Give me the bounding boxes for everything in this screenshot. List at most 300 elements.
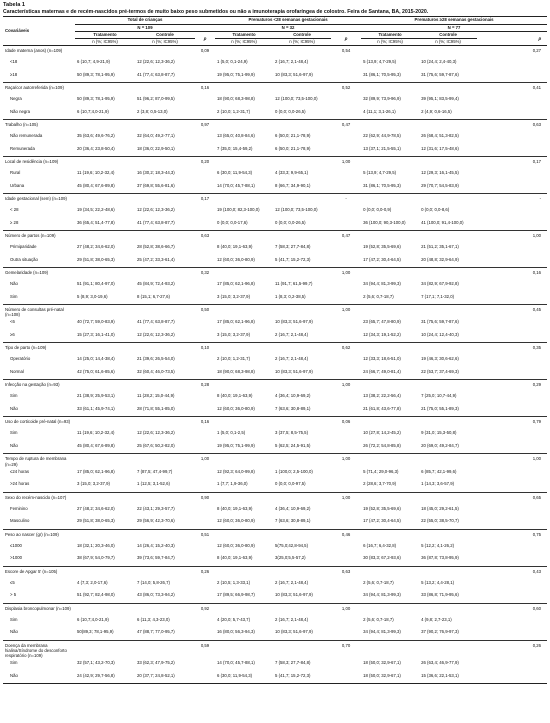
cell-treatment: 45 (80,4; 67,6-89,8): [77, 182, 115, 188]
cell-p: [195, 391, 215, 404]
cell-p: 0,46: [331, 529, 361, 541]
row-label: Negra: [10, 96, 22, 101]
cell-treatment: 19 (100,0; 82,3-100,0): [217, 207, 260, 212]
cell-empty: [215, 120, 273, 132]
cell-empty: [419, 231, 477, 243]
treatment-header: Tratamento: [215, 32, 273, 39]
category-row: [3, 46, 547, 58]
cell-p: 0,47: [331, 231, 361, 243]
cell-treatment: 2 (28,6; 3,7-70,9): [363, 481, 397, 487]
cell-empty: [215, 343, 273, 355]
table-row: [3, 181, 547, 194]
cell-p: [331, 57, 361, 70]
cell-empty: [419, 343, 477, 355]
row-label: Peso ao nascer (gr) (n=109): [3, 529, 75, 541]
table-row: [3, 391, 547, 404]
cell-treatment: 50 (89,3; 78,1-95,9): [77, 96, 115, 101]
cell-empty: [215, 231, 273, 243]
cell-empty: [215, 268, 273, 280]
cell-p: [195, 627, 215, 640]
cell-p: [195, 428, 215, 441]
cell-control: 25 (47,2; 33,3-61,4): [137, 256, 175, 262]
row-label: < 28: [10, 207, 19, 212]
cell-p: [195, 330, 215, 343]
cell-p: [195, 57, 215, 70]
table-row: [3, 107, 547, 120]
cell-p: -: [331, 194, 361, 206]
cell-treatment: 24 (42,9; 29,7-56,8): [75, 671, 135, 684]
cell-control: 12 (22,6; 12,3-36,2): [137, 331, 175, 337]
cell-empty: [419, 492, 477, 504]
cell-treatment: 42 (75,0; 61,6-85,6): [77, 368, 115, 374]
row-label: Outra situação: [10, 256, 38, 262]
cell-control: 29 (56,9; 42,3-70,6): [137, 518, 175, 524]
cell-empty: [361, 380, 419, 392]
cell-p: 0,17: [477, 157, 547, 169]
cell-treatment: 2 (10,5; 1,3-33,1): [217, 579, 250, 585]
cell-control: 18 (36,0; 22,9-50,1): [137, 145, 175, 151]
cell-p: [477, 467, 547, 480]
cell-treatment: 33 (61,1; 45,9-74,1): [77, 405, 115, 411]
cell-p: [477, 627, 547, 640]
cell-control: 6 (50,0; 21,1-78,9): [275, 145, 311, 151]
row-label: Normal: [10, 368, 24, 374]
cell-empty: [135, 454, 195, 467]
category-row: [3, 640, 547, 658]
cell-control: 5 (41,7; 15,2-72,3): [273, 671, 331, 684]
table-row: [3, 578, 547, 591]
cell-p: 0,28: [195, 380, 215, 392]
table-row: [3, 242, 547, 255]
cell-treatment: 31 (86,1; 70,5-95,3): [363, 182, 401, 188]
cell-control: 32 (64,0; 49,2-77,1): [137, 133, 175, 138]
cell-p: [331, 553, 361, 566]
cell-treatment: 1 (7,7; 1,9-36,0): [217, 481, 248, 487]
cell-p: 0,26: [195, 566, 215, 578]
p-value-header: p: [331, 32, 361, 46]
row-label: <18: [10, 59, 18, 64]
cell-p: [331, 168, 361, 181]
cell-empty: [361, 640, 419, 658]
cell-empty: [361, 83, 419, 95]
cell-control: 20 (37,7; 24,8-52,1): [135, 671, 195, 684]
cell-treatment: 4 (11,1; 3,1-26,1): [363, 108, 396, 114]
table-row: [3, 279, 547, 292]
row-label: ≤5: [10, 579, 15, 585]
cell-p: [477, 615, 547, 628]
cell-empty: [75, 83, 135, 95]
category-row: [3, 380, 547, 392]
cell-empty: [419, 305, 477, 318]
cell-control: 37 (90,2; 76,9-97,3): [421, 629, 459, 635]
cell-empty: [419, 380, 477, 392]
cell-p: [331, 367, 361, 380]
cell-treatment: 23 (65,7; 47,8-80,9): [363, 319, 401, 325]
cell-control: 7 (63,6; 30,8-89,1): [275, 405, 311, 411]
cell-control: 32 (60,4; 46,0-73,5): [137, 368, 175, 374]
cell-p: 0,59: [195, 640, 215, 658]
cell-control: 29 (70,7; 54,5-83,9): [421, 182, 459, 188]
cell-treatment: 27 (48,2; 34,6-62,0): [77, 244, 115, 249]
cell-p: [331, 107, 361, 120]
cell-control: 0 (0,0; 0,0-26,5): [275, 108, 306, 114]
cell-treatment: 14 (70,0; 45,7-88,1): [217, 182, 255, 188]
cell-control: 2 (16,7; 2,1-48,4): [275, 356, 308, 362]
cell-p: [477, 404, 547, 417]
cell-empty: [135, 492, 195, 504]
table-caption-description: Características maternas e de recém-nascidos pré-termos de muito baixo peso submetidos ou não a imunoterapia orofaríngea de colostro. Feira de Santana, BA, 2015-2020.: [3, 9, 429, 15]
cell-p: [331, 205, 361, 218]
cell-treatment: 38 (67,9; 54,0-79,7): [77, 555, 115, 561]
covariates-header: Covariáveis: [3, 17, 75, 46]
cell-treatment: 17 (47,2; 30,4-64,5): [363, 518, 401, 524]
cell-control: 31 (75,6; 59,7-87,6): [421, 319, 459, 325]
cell-treatment: 3 (15,0; 3,2-37,9): [217, 293, 250, 299]
cell-p: [477, 658, 547, 671]
cell-treatment: 2 (5,6; 0,7-18,7): [363, 616, 394, 622]
table-row: [3, 553, 547, 566]
category-row: [3, 529, 547, 541]
cell-empty: [215, 305, 273, 318]
cell-p: [477, 131, 547, 144]
cell-p: [195, 404, 215, 417]
table-row: [3, 504, 547, 517]
cell-p: [331, 658, 361, 671]
cell-p: 0,50: [195, 305, 215, 318]
cell-control: 14 (26,4; 15,2-40,3): [137, 542, 175, 548]
cell-control: 12 (31,6; 17,5-48,6): [421, 145, 459, 151]
cell-control: 28 (52,8; 38,6-66,7): [137, 244, 175, 249]
cell-p: [331, 255, 361, 268]
table-row: [3, 70, 547, 83]
cell-treatment: 27 (48,2; 34,6-62,0): [77, 505, 115, 511]
cell-empty: [75, 640, 135, 658]
cell-p: [477, 205, 547, 218]
cell-control: 43 (86,0; 73,3-94,2): [137, 592, 175, 598]
row-label: ≥ 28: [10, 219, 19, 225]
cell-control: 39 (95,1; 83,5-99,4): [421, 96, 459, 101]
cell-p: [477, 671, 547, 684]
cell-p: [477, 367, 547, 380]
cell-control: 22 (55,0; 38,5-70,7): [421, 518, 459, 524]
cell-p: 0,43: [477, 566, 547, 578]
cell-control: 1 (14,3; 3,6-57,9): [421, 481, 455, 487]
cell-empty: [419, 268, 477, 280]
cell-treatment: 8 (40,0; 19,1-63,9): [217, 393, 253, 399]
cell-p: 0,60: [477, 603, 547, 615]
cell-treatment: 11 (19,6; 10,2-32,4): [77, 430, 115, 436]
table-caption-title: Tabela 1: [3, 2, 25, 8]
cell-treatment: 13 (38,2; 22,2-56,4): [363, 393, 401, 399]
cell-p: 1,00: [331, 268, 361, 280]
cell-treatment: 1 (5,0; 0,1-24,9): [217, 59, 248, 64]
table-row: [3, 541, 547, 554]
cell-control: 10 (83,3; 51,6-97,9): [275, 71, 313, 77]
cell-control: 47 (88,7; 77,0-95,7): [137, 629, 175, 635]
cell-p: [195, 292, 215, 305]
cell-p: 0,26: [477, 640, 547, 658]
cell-control: 12 (22,6; 12,3-36,2): [137, 207, 175, 212]
table-row: [3, 330, 547, 343]
cell-p: [331, 615, 361, 628]
cell-p: [331, 94, 361, 107]
cell-control: 16 (30,2; 18,3-44,3): [137, 170, 175, 175]
cell-p: [331, 578, 361, 591]
stat-header: n (%; IC95%): [135, 39, 195, 46]
cell-empty: [419, 417, 477, 429]
cell-p: 0,90: [195, 492, 215, 504]
cell-treatment: 5 (13,9; 4,7-29,5): [363, 170, 397, 175]
cell-treatment: 51 (92,7; 82,4-98,0): [77, 592, 115, 598]
cell-empty: [273, 268, 331, 280]
cell-empty: [419, 46, 477, 58]
cell-p: [331, 218, 361, 231]
row-label: Raça/cor autorreferida (n=109): [3, 83, 75, 95]
table-row: [3, 441, 547, 454]
cell-empty: [75, 46, 135, 58]
cell-p: [331, 317, 361, 330]
cell-empty: [273, 380, 331, 392]
cell-p: 0,35: [477, 343, 547, 355]
cell-treatment: 11 (19,6; 10,2-32,4): [77, 170, 115, 175]
p-value-header: p: [477, 32, 547, 46]
cell-p: 1,00: [477, 454, 547, 467]
cell-p: [477, 479, 547, 492]
cell-treatment: 1 (5,0; 0,1-2,5): [217, 430, 246, 436]
cell-empty: [273, 231, 331, 243]
row-label: ≥18: [10, 71, 18, 77]
cell-empty: [135, 305, 195, 318]
cell-empty: [273, 640, 331, 658]
cell-treatment: 2 (5,6; 0,7-18,7): [363, 579, 394, 585]
cell-p: 0,41: [477, 83, 547, 95]
cell-empty: [273, 603, 331, 615]
cell-empty: [361, 529, 419, 541]
cell-empty: [273, 194, 331, 206]
cell-p: [477, 57, 547, 70]
cell-treatment: 12 (60,0; 36,0-80,9): [217, 405, 255, 411]
cell-treatment: 17 (85,0; 62,1-96,8): [77, 468, 115, 474]
cell-treatment: 2 (10,0; 1,2-31,7): [217, 108, 250, 114]
cell-treatment: 26 (72,2; 54,8-85,8): [363, 442, 401, 448]
cell-empty: [273, 83, 331, 95]
cell-treatment: 51 (91,1; 80,4-97,0): [77, 281, 115, 286]
cell-empty: [419, 83, 477, 95]
cell-treatment: 18 (90,0; 68,3-98,8): [217, 368, 255, 374]
cell-control: 10 (83,3; 51,6-97,9): [275, 368, 313, 374]
cell-treatment: 3 (15,0; 3,2-37,9): [77, 481, 110, 487]
cell-empty: [215, 417, 273, 429]
cell-empty: [215, 46, 273, 58]
cell-control: 2 (16,7; 2,1-48,4): [275, 616, 308, 622]
cell-p: [477, 504, 547, 517]
cell-empty: [361, 603, 419, 615]
cell-control: 11 (91,7; 61,5-99,7): [275, 281, 313, 286]
row-label: Não negra: [10, 108, 31, 114]
cell-p: [195, 107, 215, 120]
cell-treatment: 2 (5,6; 0,7-18,7): [363, 293, 394, 299]
cell-treatment: 35 (63,6; 49,6-76,2): [77, 133, 115, 138]
cell-treatment: 2 (10,0; 1,2-31,7): [217, 356, 250, 362]
control-header: Controle: [135, 32, 195, 39]
cell-p: [195, 615, 215, 628]
cell-treatment: 5 (71,4; 29,0-96,3): [363, 468, 399, 474]
cell-p: [195, 94, 215, 107]
cell-control: 21 (39,6; 26,5-54,0): [137, 356, 175, 362]
cell-p: [477, 441, 547, 454]
cell-p: 0,65: [477, 492, 547, 504]
cell-control: 7 (25,0; 10,7-44,9): [421, 393, 457, 399]
row-label: Rural: [10, 170, 21, 175]
table-row: [3, 144, 547, 157]
table-row: [3, 218, 547, 231]
cell-p: 0,63: [331, 566, 361, 578]
cell-empty: [361, 194, 419, 206]
cell-p: [331, 279, 361, 292]
cell-empty: [75, 603, 135, 615]
cell-p: 0,45: [477, 305, 547, 318]
cell-empty: [75, 305, 135, 318]
cell-control: 26 (68,4; 51,3-82,5): [421, 133, 459, 138]
cell-control: 34 (82,9; 67,9-92,8): [421, 281, 459, 286]
cell-control: 6 (50,0; 21,1-78,9): [275, 133, 311, 138]
table-row: [3, 57, 547, 70]
cell-treatment: 17 (85,0; 62,1-96,8): [217, 281, 255, 286]
cell-control: 5 (62,5; 24,5-91,5): [275, 442, 311, 448]
table-row: [3, 255, 547, 268]
cell-p: 0,75: [477, 529, 547, 541]
row-label: Número de consultas pré-natal (n=108): [3, 305, 75, 318]
cell-empty: [361, 305, 419, 318]
cell-control: 20 (69,0; 49,2-84,7): [421, 442, 459, 448]
cell-treatment: 12 (60,0; 36,0-80,9): [217, 518, 255, 524]
cell-p: [331, 504, 361, 517]
cell-treatment: 8 (40,0; 19,1-63,9): [217, 555, 253, 561]
cell-treatment: 0 (0,0; 0,0-0,9): [363, 207, 392, 212]
cell-p: [195, 354, 215, 367]
table-row: [3, 479, 547, 492]
cell-control: 1 (100,0; 2,5-100,0): [275, 468, 313, 474]
cell-control: 2 (4,9; 0,6-16,5): [421, 108, 452, 114]
cell-treatment: 40 (72,7; 59,0-83,9): [77, 319, 115, 325]
cell-empty: [135, 194, 195, 206]
cell-control: 41 (100,0; 91,4-100,0): [421, 219, 464, 225]
cell-control: 18 (45,0; 29,2-61,5): [421, 505, 459, 511]
cell-p: [195, 317, 215, 330]
cell-p: 1,00: [331, 157, 361, 169]
table-row: [3, 404, 547, 417]
cell-empty: [75, 157, 135, 169]
cell-control: 7 (58,3; 27,7-84,8): [275, 244, 311, 249]
cell-p: 0,16: [195, 417, 215, 429]
cell-p: [331, 467, 361, 480]
cell-treatment: 19 (52,8; 35,5-69,6): [363, 244, 401, 249]
cell-p: [477, 181, 547, 194]
cell-empty: [215, 194, 273, 206]
cell-p: [477, 590, 547, 603]
cell-p: [331, 404, 361, 417]
cell-treatment: 29 (51,8; 38,0-65,3): [77, 256, 115, 262]
cell-p: 0,29: [477, 380, 547, 392]
row-label: Masculino: [10, 518, 30, 524]
row-label: Sim: [10, 430, 18, 436]
cell-p: [477, 292, 547, 305]
cell-empty: [75, 492, 135, 504]
cell-empty: [273, 157, 331, 169]
cell-control: 7 (58,3; 27,7-84,8): [275, 660, 311, 666]
row-label: >1000: [10, 555, 23, 561]
cell-treatment: 17 (89,5; 66,9-98,7): [217, 592, 255, 598]
cell-p: [195, 218, 215, 231]
cell-p: 0,62: [331, 343, 361, 355]
cell-control: 9 (31,0; 15,3-50,8): [421, 430, 457, 436]
table-row: [3, 367, 547, 380]
table-row: [3, 671, 547, 684]
cell-empty: [361, 120, 419, 132]
cell-control: 3(25,0;5,5-57,2): [275, 555, 306, 561]
cell-treatment: 18 (50,0; 32,9-67,1): [363, 660, 401, 666]
cell-empty: [215, 640, 273, 658]
cell-p: [195, 367, 215, 380]
cell-p: [331, 479, 361, 492]
row-label: Sexo do recém-nascido (n=107): [3, 492, 75, 504]
table-header: [3, 17, 547, 46]
category-row: [3, 417, 547, 429]
cell-treatment: 15 (27,3; 16,1-41,0): [77, 331, 115, 337]
cell-p: [477, 553, 547, 566]
cell-p: 0,10: [195, 343, 215, 355]
cell-control: 2 (16,7; 2,1-48,4): [275, 59, 308, 64]
row-label: ≥6: [10, 331, 15, 337]
cell-treatment: 6 (30,0; 11,9-54,3): [217, 170, 253, 175]
cell-p: [195, 131, 215, 144]
cell-control: 33 (62,3; 47,9-75,2): [137, 660, 175, 666]
cell-p: [331, 391, 361, 404]
cell-empty: [419, 603, 477, 615]
cell-treatment: 18 (32,1; 20,3-46,0): [77, 542, 115, 548]
cell-treatment: 29 (51,8; 38,0-65,3): [77, 518, 115, 524]
stat-header: n (%; IC95%): [361, 39, 419, 46]
cell-p: [195, 590, 215, 603]
cell-empty: [419, 529, 477, 541]
cell-control: 20 (48,8; 32,9-64,9): [421, 256, 459, 262]
cell-treatment: 17 (47,2; 30,4-64,5): [363, 256, 401, 262]
cell-p: 1,00: [331, 380, 361, 392]
table-row: [3, 658, 547, 671]
row-label: Primiparidade: [10, 244, 37, 249]
cell-treatment: 3 (15,0; 3,2-37,9): [217, 331, 250, 337]
cell-p: [195, 541, 215, 554]
row-label: Local de residência (n=109): [3, 157, 75, 169]
cell-empty: [419, 194, 477, 206]
cell-treatment: 32 (57,1; 43,2-70,3): [77, 660, 115, 666]
row-label: Não: [10, 405, 18, 411]
cell-control: 12 (100,0; 73,5-100,0): [275, 96, 318, 101]
cell-control: 0 (0,0; 0,0-97,5): [275, 481, 306, 487]
group-header-total: Total de crianças: [75, 17, 215, 25]
cell-empty: [215, 454, 273, 467]
row-label: Tipo de parto (n=109): [3, 343, 75, 355]
cell-p: [477, 317, 547, 330]
cell-control: 4 (9,8; 2,7-23,1): [421, 616, 452, 622]
cell-control: 6 (85,7; 42,1-99,6): [421, 468, 457, 474]
cell-empty: [135, 380, 195, 392]
cell-treatment: 12 (60,0; 36,0-80,9): [217, 256, 255, 262]
category-row: [3, 305, 547, 318]
cell-control: 5 (13,2; 4,4-28,1): [421, 579, 455, 585]
cell-treatment: 12 (33,3; 18,6-51,0): [363, 356, 401, 362]
cell-treatment: 34 (94,4; 81,3-99,3): [363, 281, 401, 286]
